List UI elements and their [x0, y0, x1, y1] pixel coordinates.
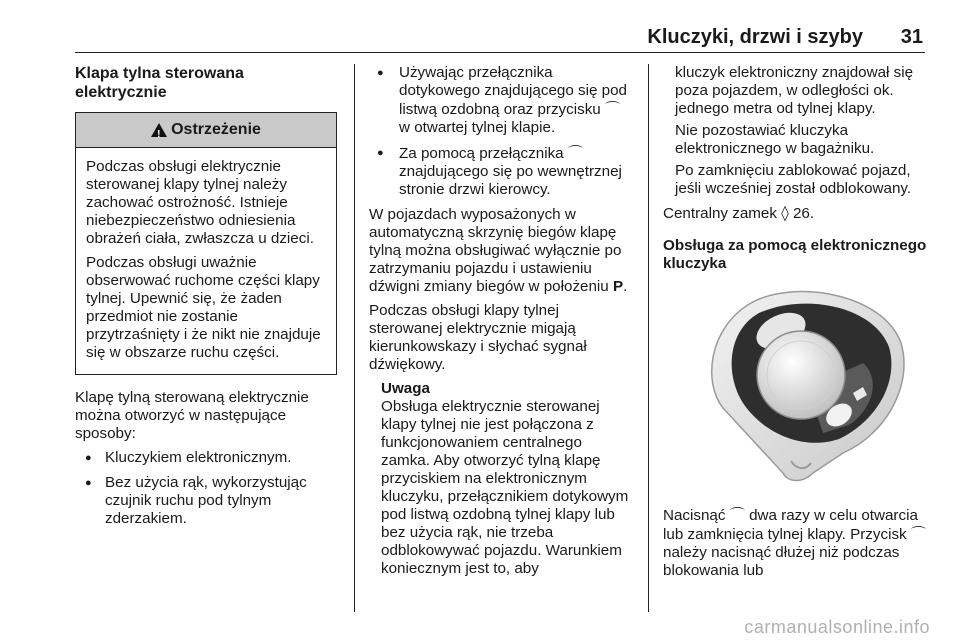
section-heading	[75, 64, 337, 102]
note-block	[369, 380, 634, 578]
warning-paragraph: Podczas obsługi uważnie obserwować ruchome części klapy tylnej. Upewnić się, że żaden przedmiot nie zostanie przytrzaśnięty i że nikt nie znajduje się w obszarze ruchu części.	[86, 254, 321, 361]
text: Używając przełącznika dotykowego znajdującego się pod listwą ozdobną oraz przycisku	[399, 64, 627, 118]
electronic-key-illustration	[663, 283, 927, 493]
text: Centralny zamek	[663, 205, 777, 222]
warning-body	[76, 148, 336, 374]
text: Nacisnąć	[663, 507, 730, 524]
column-divider-1	[354, 64, 355, 612]
page-header	[75, 26, 925, 48]
tailgate-icon: ⌒	[604, 100, 621, 118]
tailgate-icon: ⌒	[729, 506, 745, 524]
text: Za pomocą przełącznika	[399, 145, 568, 162]
reference-arrow-icon: ◊	[781, 204, 789, 222]
tailgate-icon: ⌒	[910, 525, 927, 543]
warning-box	[75, 112, 337, 375]
warning-header	[76, 113, 336, 148]
text: dwa razy w celu otwarcia lub zamknięcia tylnej klapy. Przycisk	[663, 507, 918, 543]
paragraph	[369, 206, 634, 296]
cross-reference	[663, 204, 927, 223]
list-item	[369, 144, 634, 199]
paragraph: Podczas obsługi klapy tylnej sterowanej elektrycznie migają kierunkowskazy i słychać sygnał dźwiękowy.	[369, 302, 587, 373]
note-paragraph: kluczyk elektroniczny znajdował się poza pojazdem, w odległości ok. jednego metra od tylnej klapy.	[675, 64, 914, 117]
page-ref: 26.	[792, 205, 815, 222]
gear-position: P	[612, 278, 624, 295]
text: należy nacisnąć dłużej niż podczas blokowania lub	[663, 544, 900, 579]
heading-line-2: elektrycznie	[75, 84, 167, 101]
note-paragraph: Nie pozostawiać kluczyka elektronicznego w bagażniku.	[675, 122, 875, 157]
text: w otwartej tylnej klapie.	[399, 119, 556, 136]
note-paragraph: Po zamknięciu zablokować pojazd, jeśli wcześniej został odblokowany.	[675, 162, 912, 197]
note-continuation	[663, 64, 927, 198]
chapter-title: Kluczyki, drzwi i szyby	[647, 26, 863, 48]
warning-title: Ostrzeżenie	[171, 121, 261, 138]
list-item: ● Kluczykiem elektronicznym.	[75, 449, 337, 467]
subsection-heading: Obsługa za pomocą elektronicznego kluczyka	[663, 237, 927, 272]
paragraph	[663, 506, 927, 580]
text: W pojazdach wyposażonych w automatyczną skrzynię biegów klapę tylną można obsługiwać wyłącznie po zatrzymaniu pojazdu i ustawieniu dźwigni zmiany biegów w położeniu	[369, 206, 622, 295]
note-title: Uwaga	[381, 380, 430, 397]
list-item: ● Bez użycia rąk, wykorzystując czujnik ruchu pod tylnym zderzakiem.	[75, 474, 337, 528]
heading-line-1: Klapa tylna sterowana	[75, 65, 244, 82]
column-3	[663, 64, 927, 586]
header-rule	[75, 52, 925, 53]
column-2	[369, 64, 634, 578]
note-text: Obsługa elektrycznie sterowanej klapy tylnej nie jest połączona z funkcjonowaniem centralnego zamka. Aby otworzyć tylną klapę przyciskiem na elektronicznym kluczyku, przełącznikiem dotykowym pod listwą ozdobną tylnej klapy lub bez użycia rąk, nie trzeba odblokowywać pojazdu. Warunkiem koniecznym jest to, aby	[381, 398, 629, 577]
intro-paragraph: Klapę tylną sterowaną elektrycznie można otworzyć w następujące sposoby:	[75, 389, 309, 442]
text: znajdującego się po wewnętrznej stronie drzwi kierowcy.	[399, 163, 622, 198]
list-item	[369, 64, 634, 137]
column-divider-2	[648, 64, 649, 612]
warning-paragraph: Podczas obsługi elektrycznie sterowanej klapy tylnej należy zachować ostrożność. Istnieje niebezpieczeństwo odniesienia obrażeń ciała, zwłaszcza u dzieci.	[86, 158, 314, 247]
page-number: 31	[900, 26, 923, 48]
tailgate-icon: ⌒	[567, 144, 584, 162]
watermark: carmanualsonline.info	[744, 617, 930, 637]
warning-triangle-icon	[151, 123, 167, 137]
text: .	[623, 278, 628, 295]
column-1	[75, 64, 337, 535]
